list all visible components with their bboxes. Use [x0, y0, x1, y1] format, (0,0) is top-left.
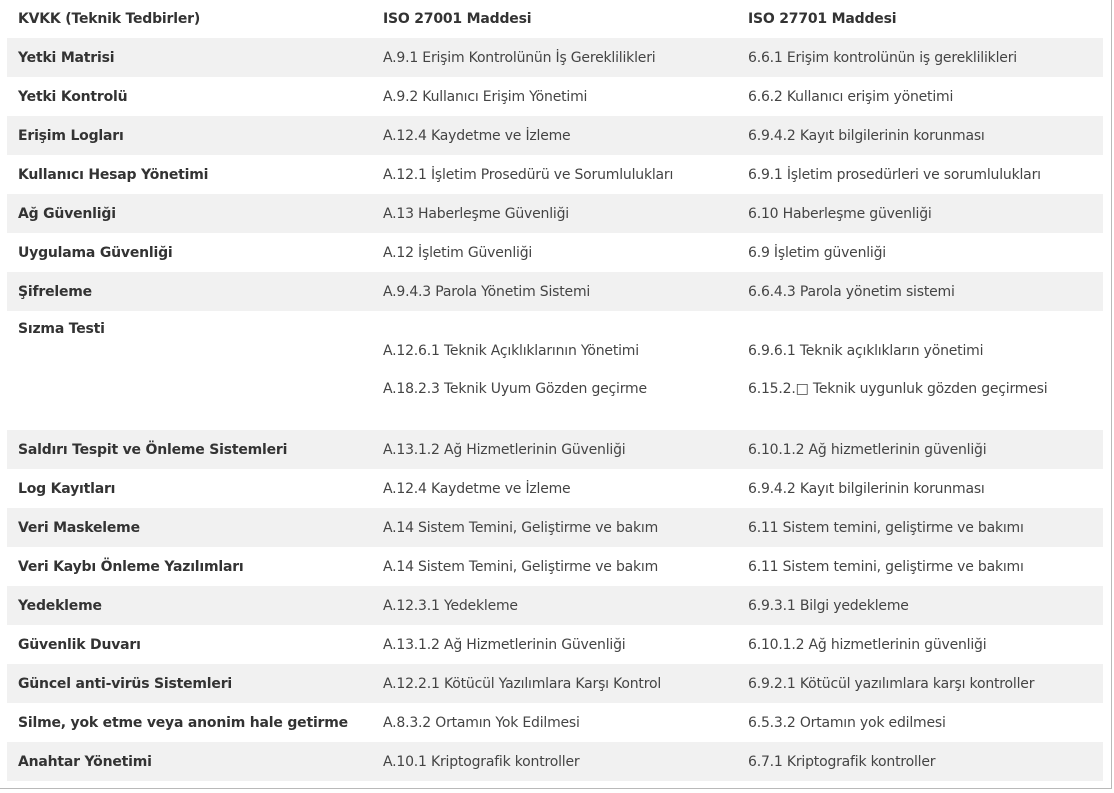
iso27701-cell: 6.10.1.2 Ağ hizmetlerinin güvenliği: [748, 636, 987, 653]
kvkk-cell: Şifreleme: [18, 283, 92, 300]
iso27701-cell: 6.9 İşletim güvenliği: [748, 244, 886, 261]
kvkk-cell: Yedekleme: [18, 597, 102, 614]
kvkk-cell: Güvenlik Duvarı: [18, 636, 141, 653]
table-row: [7, 703, 1103, 742]
column-header-iso27001: ISO 27001 Maddesi: [383, 11, 532, 27]
table-row: [7, 508, 1103, 547]
iso27001-cell: A.12.1 İşletim Prosedürü ve Sorumlulukları: [383, 166, 674, 183]
iso27001-line: A.18.2.3 Teknik Uyum Gözden geçirme: [383, 380, 647, 397]
table-row: [7, 586, 1103, 625]
column-header-kvkk: KVKK (Teknik Tedbirler): [18, 11, 201, 27]
iso27001-cell: A.13.1.2 Ağ Hizmetlerinin Güvenliği: [383, 636, 626, 653]
table-row: [7, 311, 1103, 430]
iso27701-cell: 6.11 Sistem temini, geliştirme ve bakımı: [748, 558, 1024, 575]
iso27001-cell: A.12.2.1 Kötücül Yazılımlara Karşı Kontrol: [383, 675, 662, 692]
iso27001-cell: A.8.3.2 Ortamın Yok Edilmesi: [383, 714, 580, 731]
iso27001-cell: A.13.1.2 Ağ Hizmetlerinin Güvenliği: [383, 441, 626, 458]
iso27701-line: 6.15.2.□ Teknik uygunluk gözden geçirmesi: [748, 380, 1048, 397]
iso27001-cell: A.9.4.3 Parola Yönetim Sistemi: [383, 283, 591, 300]
table-row: [7, 233, 1103, 272]
table-row: [7, 742, 1103, 781]
iso27701-cell: 6.6.4.3 Parola yönetim sistemi: [748, 283, 955, 300]
iso27001-line: A.12.6.1 Teknik Açıklıklarının Yönetimi: [383, 342, 639, 359]
table-row: [7, 116, 1103, 155]
iso27001-cell: A.10.1 Kriptografik kontroller: [383, 753, 580, 770]
kvkk-cell: Veri Maskeleme: [18, 519, 140, 536]
table-row: [7, 547, 1103, 586]
kvkk-iso-mapping-table: [7, 0, 1103, 781]
kvkk-cell: Anahtar Yönetimi: [18, 753, 152, 770]
table-header-row: [7, 0, 1103, 38]
table-row: [7, 664, 1103, 703]
table-row: [7, 469, 1103, 508]
iso27701-cell: 6.5.3.2 Ortamın yok edilmesi: [748, 714, 946, 731]
kvkk-cell: Ağ Güvenliği: [18, 205, 116, 222]
iso27701-cell: 6.6.2 Kullanıcı erişim yönetimi: [748, 88, 954, 105]
iso27001-cell: A.14 Sistem Temini, Geliştirme ve bakım: [383, 558, 659, 575]
iso27701-cell: 6.11 Sistem temini, geliştirme ve bakımı: [748, 519, 1024, 536]
table-row: [7, 194, 1103, 233]
table-row: [7, 625, 1103, 664]
kvkk-cell: Log Kayıtları: [18, 480, 116, 497]
kvkk-cell: Sızma Testi: [18, 321, 105, 337]
table-row: [7, 155, 1103, 194]
kvkk-cell: Saldırı Tespit ve Önleme Sistemleri: [18, 441, 288, 458]
iso27001-cell: A.9.1 Erişim Kontrolünün İş Gereklilikleri: [383, 49, 656, 66]
iso27001-cell: [372, 311, 737, 430]
table-row: [7, 430, 1103, 469]
table-row: [7, 38, 1103, 77]
iso27701-cell: 6.10.1.2 Ağ hizmetlerinin güvenliği: [748, 441, 987, 458]
table-row: [7, 272, 1103, 311]
iso27701-cell: 6.6.1 Erişim kontrolünün iş gereklilikleri: [748, 49, 1017, 66]
iso27001-cell: A.12 İşletim Güvenliği: [383, 244, 533, 261]
iso27001-cell: A.12.4 Kaydetme ve İzleme: [383, 480, 571, 497]
iso27701-cell: 6.9.4.2 Kayıt bilgilerinin korunması: [748, 127, 985, 144]
iso27001-cell: A.12.3.1 Yedekleme: [383, 597, 518, 614]
iso27701-line: 6.9.6.1 Teknik açıklıkların yönetimi: [748, 342, 984, 359]
table-row: [7, 77, 1103, 116]
kvkk-cell: Yetki Matrisi: [18, 49, 115, 66]
kvkk-cell: Yetki Kontrolü: [18, 88, 128, 105]
iso27701-cell: [737, 311, 1103, 430]
iso27701-cell: 6.9.3.1 Bilgi yedekleme: [748, 597, 909, 614]
kvkk-cell: Güncel anti-virüs Sistemleri: [18, 675, 232, 692]
iso27701-cell: 6.9.4.2 Kayıt bilgilerinin korunması: [748, 480, 985, 497]
iso27701-cell: 6.7.1 Kriptografik kontroller: [748, 753, 936, 770]
iso27001-cell: A.13 Haberleşme Güvenliği: [383, 205, 569, 222]
column-header-iso27701: ISO 27701 Maddesi: [748, 11, 897, 27]
iso27001-cell: A.14 Sistem Temini, Geliştirme ve bakım: [383, 519, 659, 536]
kvkk-cell: Veri Kaybı Önleme Yazılımları: [18, 558, 244, 575]
iso27001-cell: A.12.4 Kaydetme ve İzleme: [383, 127, 571, 144]
iso27701-cell: 6.10 Haberleşme güvenliği: [748, 205, 932, 222]
iso27001-cell: A.9.2 Kullanıcı Erişim Yönetimi: [383, 88, 588, 105]
kvkk-cell: Kullanıcı Hesap Yönetimi: [18, 166, 209, 183]
kvkk-cell: Uygulama Güvenliği: [18, 244, 173, 261]
kvkk-cell: Erişim Logları: [18, 127, 124, 144]
iso27701-cell: 6.9.1 İşletim prosedürleri ve sorumlulukları: [748, 166, 1041, 183]
iso27701-cell: 6.9.2.1 Kötücül yazılımlara karşı kontroller: [748, 675, 1035, 692]
kvkk-cell: Silme, yok etme veya anonim hale getirme: [18, 714, 348, 731]
